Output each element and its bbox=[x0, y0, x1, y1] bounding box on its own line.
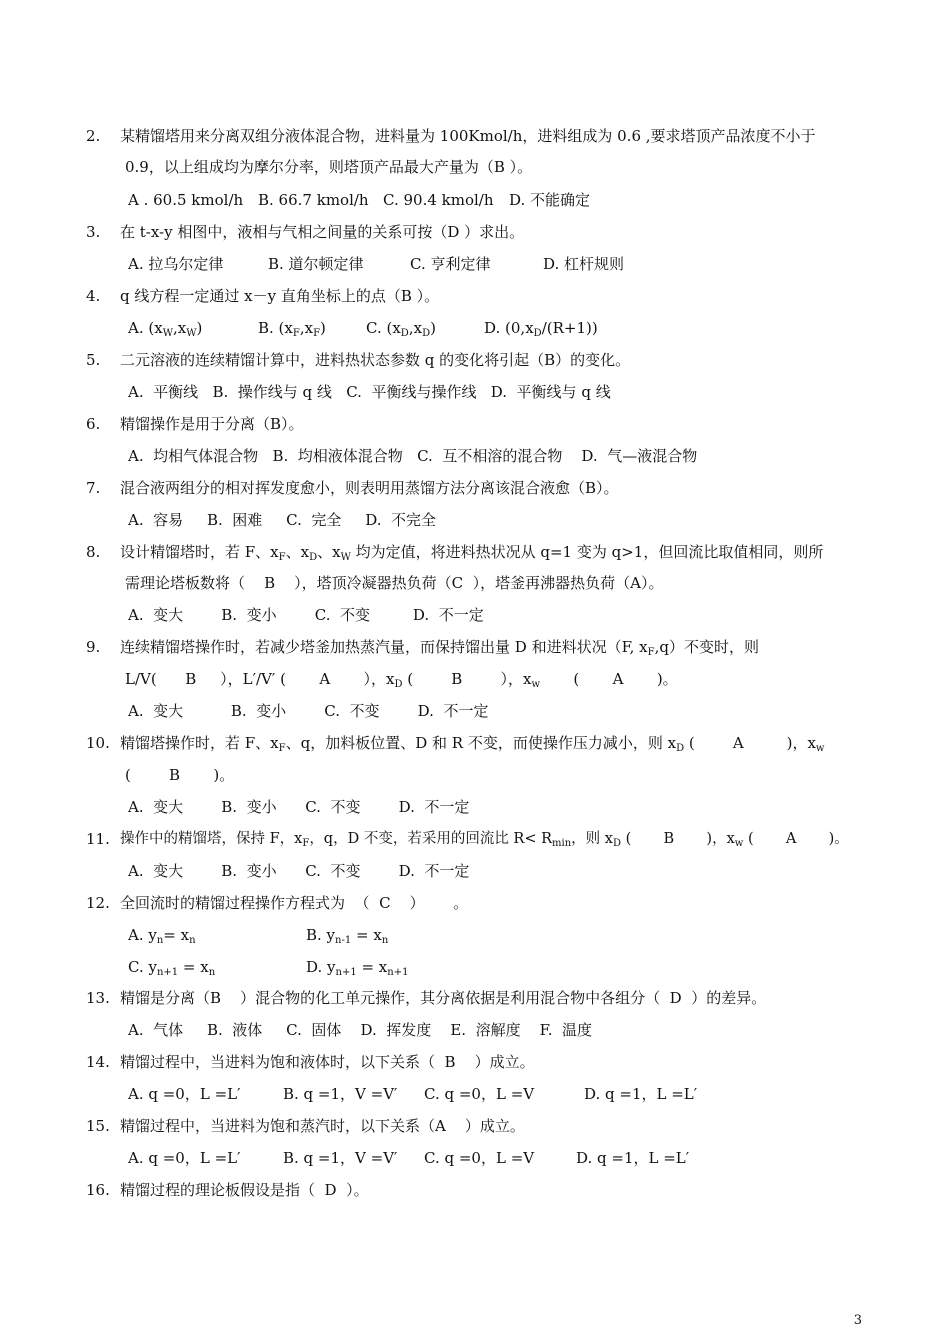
question-text: 混合液两组分的相对挥发度愈小，则表明用蒸馏方法分离该混合液愈（B）。 bbox=[120, 479, 619, 497]
question-text: 精馏过程中，当进料为饱和蒸汽时，以下关系（A ）成立。 bbox=[120, 1117, 525, 1135]
question-text: 某精馏塔用来分离双组分液体混合物，进料量为 100Kmol/h，进料组成为 0.6 ,要求塔顶产品浓度不小于 bbox=[120, 127, 816, 145]
option: C. $y_{n+1} = x_n$ bbox=[128, 958, 216, 978]
option: A. $y_n= x_n$ bbox=[128, 926, 196, 946]
option: A. 气体 B. 液体 C. 固体 D. 挥发度 E. 溶解度 F. 温度 bbox=[128, 1021, 593, 1039]
option: B. q =1，V =V′ bbox=[283, 1085, 398, 1103]
option: C. 90.4 kmol/h bbox=[383, 191, 494, 209]
question-number: 7. bbox=[86, 479, 101, 497]
question-text: 精馏过程的理论板假设是指（ D ）。 bbox=[120, 1181, 369, 1199]
option: A. 变大 B. 变小 C. 不变 D. 不一定 bbox=[128, 798, 470, 816]
question-number: 13. bbox=[86, 989, 110, 1007]
question-text: 全回流时的精馏过程操作方程式为 （ C ） 。 bbox=[120, 894, 469, 912]
option: A. 变大 B. 变小 C. 不变 D. 不一定 bbox=[128, 606, 484, 624]
option: D. q =1，L =L′ bbox=[584, 1085, 698, 1103]
question-text: 操作中的精馏塔，保持 F，$x_F$，q，D 不变，若采用的回流比 $R< R_{min}$，则 $x_D$ ( B )，$x_w$ ( A )。 bbox=[120, 831, 849, 849]
question-number: 16. bbox=[86, 1181, 110, 1199]
option: A. 拉乌尔定律 bbox=[128, 255, 224, 273]
option: A . 60.5 kmol/h bbox=[128, 191, 244, 209]
question-text: 需理论塔板数将（ B ），塔顶冷凝器热负荷（C ），塔釜再沸器热负荷（A）。 bbox=[125, 574, 664, 592]
option: B. 66.7 kmol/h bbox=[258, 191, 369, 209]
question-text: q 线方程一定通过 x－y 直角坐标上的点（B ）。 bbox=[120, 287, 440, 305]
option: A. $(x_W,x_W)$ bbox=[128, 319, 203, 339]
option: A. 容易 B. 困难 C. 完全 D. 不完全 bbox=[128, 511, 437, 529]
option: A. 变大 B. 变小 C. 不变 D. 不一定 bbox=[128, 702, 489, 720]
page-number: 3 bbox=[853, 1313, 862, 1328]
question-text: 在 t-x-y 相图中，液相与气相之间量的关系可按（D ）求出。 bbox=[120, 223, 525, 241]
question-text: 连续精馏塔操作时，若减少塔釜加热蒸汽量，而保持馏出量 D 和进料状况（F, $x_F,q$）不变时，则 bbox=[120, 638, 759, 658]
question-text: 设计精馏塔时，若 F、$x_F$、$x_D$、$x_W$ 均为定值，将进料热状况从 q=1 变为 q>1，但回流比取值相同，则所 bbox=[120, 543, 824, 563]
question-number: 15. bbox=[86, 1117, 110, 1135]
option: D. 杠杆规则 bbox=[543, 255, 625, 273]
option: C. q =0，L =V bbox=[424, 1149, 535, 1167]
question-number: 10. bbox=[86, 734, 110, 752]
question-text: 精馏塔操作时，若 F、$x_F$、q，加料板位置、D 和 R 不变，而使操作压力减小，则 $x_D$ ( A )，$x_w$ bbox=[120, 734, 825, 754]
option: A. 平衡线 B. 操作线与 q 线 C. 平衡线与操作线 D. 平衡线与 q 线 bbox=[128, 383, 611, 401]
option: D. $(0,x_D/(R+1))$ bbox=[484, 319, 598, 339]
question-number: 3. bbox=[86, 223, 101, 241]
question-text: 0.9，以上组成均为摩尔分率，则塔顶产品最大产量为（B ）。 bbox=[125, 158, 533, 176]
option: A. 变大 B. 变小 C. 不变 D. 不一定 bbox=[128, 862, 470, 880]
option: A. q =0，L =L′ bbox=[128, 1149, 241, 1167]
question-text: 精馏操作是用于分离（B）。 bbox=[120, 415, 304, 433]
question-number: 5. bbox=[86, 351, 101, 369]
option: B. $(x_F,x_F)$ bbox=[258, 319, 326, 339]
option: A. 均相气体混合物 B. 均相液体混合物 C. 互不相溶的混合物 D. 气—液混合物 bbox=[128, 447, 698, 465]
option: C. $(x_D,x_D)$ bbox=[366, 319, 436, 339]
question-number: 6. bbox=[86, 415, 101, 433]
question-number: 2. bbox=[86, 127, 101, 145]
question-text: ( B )。 bbox=[125, 766, 235, 784]
question-number: 8. bbox=[86, 543, 101, 561]
question-text: 精馏过程中，当进料为饱和液体时，以下关系（ B ）成立。 bbox=[120, 1053, 535, 1071]
question-number: 4. bbox=[86, 287, 101, 305]
question-number: 9. bbox=[86, 638, 101, 656]
option: D. $y_{n+1} = x_{n+1}$ bbox=[306, 958, 409, 978]
option: C. q =0，L =V bbox=[424, 1085, 535, 1103]
question-number: 11. bbox=[86, 830, 110, 848]
option: D. q =1，L =L′ bbox=[576, 1149, 690, 1167]
option: A. q =0，L =L′ bbox=[128, 1085, 241, 1103]
question-text: 精馏是分离（B ）混合物的化工单元操作，其分离依据是利用混合物中各组分（ D ）的差异。 bbox=[120, 989, 767, 1007]
question-number: 12. bbox=[86, 894, 110, 912]
option: C. 亨利定律 bbox=[410, 255, 491, 273]
question-text: L/V( B ），L′/V′ ( A ），$x_D$ ( B ），$x_w$ ( A )。 bbox=[125, 670, 678, 690]
option: B. 道尔顿定律 bbox=[268, 255, 364, 273]
option: B. $y_{n-1} = x_n$ bbox=[306, 926, 389, 946]
question-number: 14. bbox=[86, 1053, 110, 1071]
question-text: 二元溶液的连续精馏计算中，进料热状态参数 q 的变化将引起（B）的变化。 bbox=[120, 351, 631, 369]
option: B. q =1，V =V′ bbox=[283, 1149, 398, 1167]
option: D. 不能确定 bbox=[509, 191, 591, 209]
